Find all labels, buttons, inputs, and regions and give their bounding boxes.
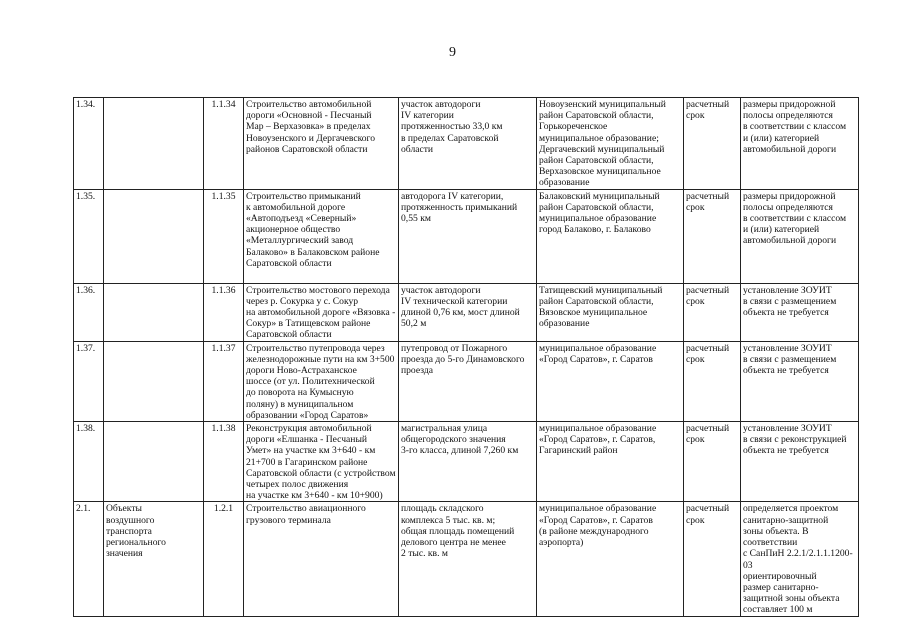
implementation-term: расчетный срок xyxy=(684,341,741,421)
object-parameters: площадь складского комплекса 5 тыс. кв. м; общая площадь помещений делового центра не менее 2 тыс. кв. м xyxy=(399,502,537,616)
row-number: 1.34. xyxy=(74,98,104,190)
object-parameters: участок автодороги IV технической категории длиной 0,76 км, мост длиной 50,2 м xyxy=(399,283,537,341)
row-category: Объекты воздушного транспорта регионального значения xyxy=(104,502,204,616)
row-number: 1.36. xyxy=(74,283,104,341)
zone-characteristics: определяется проектом санитарно-защитной зоны объекта. В соответствии с СанПиН 2.2.1/2.1.1.1200-03 ориентировочный размер санитарно- защитной зоны объекта составляет 100 м xyxy=(741,502,859,616)
row-category xyxy=(104,422,204,502)
planning-table xyxy=(73,97,859,617)
object-name: Строительство мостового перехода через р. Сокурка у с. Сокур на автомобильной дороге «Вязовка - Сокур» в Татищевском районе Саратовской области xyxy=(244,283,399,341)
implementation-term: расчетный срок xyxy=(684,189,741,283)
row-number: 1.38. xyxy=(74,422,104,502)
object-name: Строительство путепровода через железнодорожные пути на км 3+500 дороги Ново-Астраханское шоссе (от ул. Политехнической до поворота на Кумысную поляну) в муниципальном образовании «Город Саратов» xyxy=(244,341,399,421)
object-location: муниципальное образование «Город Саратов», г. Саратов, Гагаринский район xyxy=(537,422,684,502)
row-subnumber: 1.1.37 xyxy=(204,341,244,421)
zone-characteristics: размеры придорожной полосы определяются в соответствии с классом и (или) категорией автомобильной дороги xyxy=(741,189,859,283)
row-category xyxy=(104,283,204,341)
object-location: Татищевский муниципальный район Саратовской области, Вязовское муниципальное образование xyxy=(537,283,684,341)
zone-characteristics: установление ЗОУИТ в связи с размещением объекта не требуется xyxy=(741,341,859,421)
table-row xyxy=(74,341,859,421)
object-location: муниципальное образование «Город Саратов», г. Саратов (в районе международного аэропорта) xyxy=(537,502,684,616)
row-subnumber: 1.1.38 xyxy=(204,422,244,502)
row-subnumber: 1.2.1 xyxy=(204,502,244,616)
row-number: 1.35. xyxy=(74,189,104,283)
object-location: Новоузенский муниципальный район Саратовской области, Горькореченское муниципальное образование; Дергачевский муниципальный район Саратовской области, Верхазовское муниципальное образование xyxy=(537,98,684,190)
table-row xyxy=(74,98,859,190)
implementation-term: расчетный срок xyxy=(684,98,741,190)
row-number: 1.37. xyxy=(74,341,104,421)
table-row xyxy=(74,502,859,616)
table-row xyxy=(74,283,859,341)
row-category xyxy=(104,341,204,421)
object-name: Строительство автомобильной дороги «Основной - Песчаный Мар – Верхазовка» в пределах Новоузенского и Дергачевского районов Саратовской области xyxy=(244,98,399,190)
row-category xyxy=(104,98,204,190)
object-parameters: участок автодороги IV категории протяженностью 33,0 км в пределах Саратовской области xyxy=(399,98,537,190)
object-parameters: магистральная улица общегородского значения 3-го класса, длиной 7,260 км xyxy=(399,422,537,502)
row-subnumber: 1.1.34 xyxy=(204,98,244,190)
object-name: Строительство авиационного грузового терминала xyxy=(244,502,399,616)
implementation-term: расчетный срок xyxy=(684,502,741,616)
object-name: Строительство примыканий к автомобильной дороге «Автоподъезд «Северный» акционерное общество «Металлургический завод Балаково» в Балаковском районе Саратовской области xyxy=(244,189,399,283)
row-subnumber: 1.1.36 xyxy=(204,283,244,341)
object-parameters: путепровод от Пожарного проезда до 5-го Динамовского проезда xyxy=(399,341,537,421)
page-number: 9 xyxy=(449,45,456,60)
object-name: Реконструкция автомобильной дороги «Елшанка - Песчаный Умет» на участке км 3+640 - км 21+700 в Гагаринском районе Саратовской области (с устройством четырех полос движения на участке км 3+640 - км 10+900) xyxy=(244,422,399,502)
zone-characteristics: установление ЗОУИТ в связи с реконструкцией объекта не требуется xyxy=(741,422,859,502)
row-number: 2.1. xyxy=(74,502,104,616)
table-row xyxy=(74,189,859,283)
table-row xyxy=(74,422,859,502)
row-category xyxy=(104,189,204,283)
object-location: Балаковский муниципальный район Саратовской области, муниципальное образование город Балаково, г. Балаково xyxy=(537,189,684,283)
object-location: муниципальное образование «Город Саратов», г. Саратов xyxy=(537,341,684,421)
zone-characteristics: установление ЗОУИТ в связи с размещением объекта не требуется xyxy=(741,283,859,341)
implementation-term: расчетный срок xyxy=(684,422,741,502)
object-parameters: автодорога IV категории, протяженность примыканий 0,55 км xyxy=(399,189,537,283)
zone-characteristics: размеры придорожной полосы определяются в соответствии с классом и (или) категорией автомобильной дороги xyxy=(741,98,859,190)
implementation-term: расчетный срок xyxy=(684,283,741,341)
row-subnumber: 1.1.35 xyxy=(204,189,244,283)
